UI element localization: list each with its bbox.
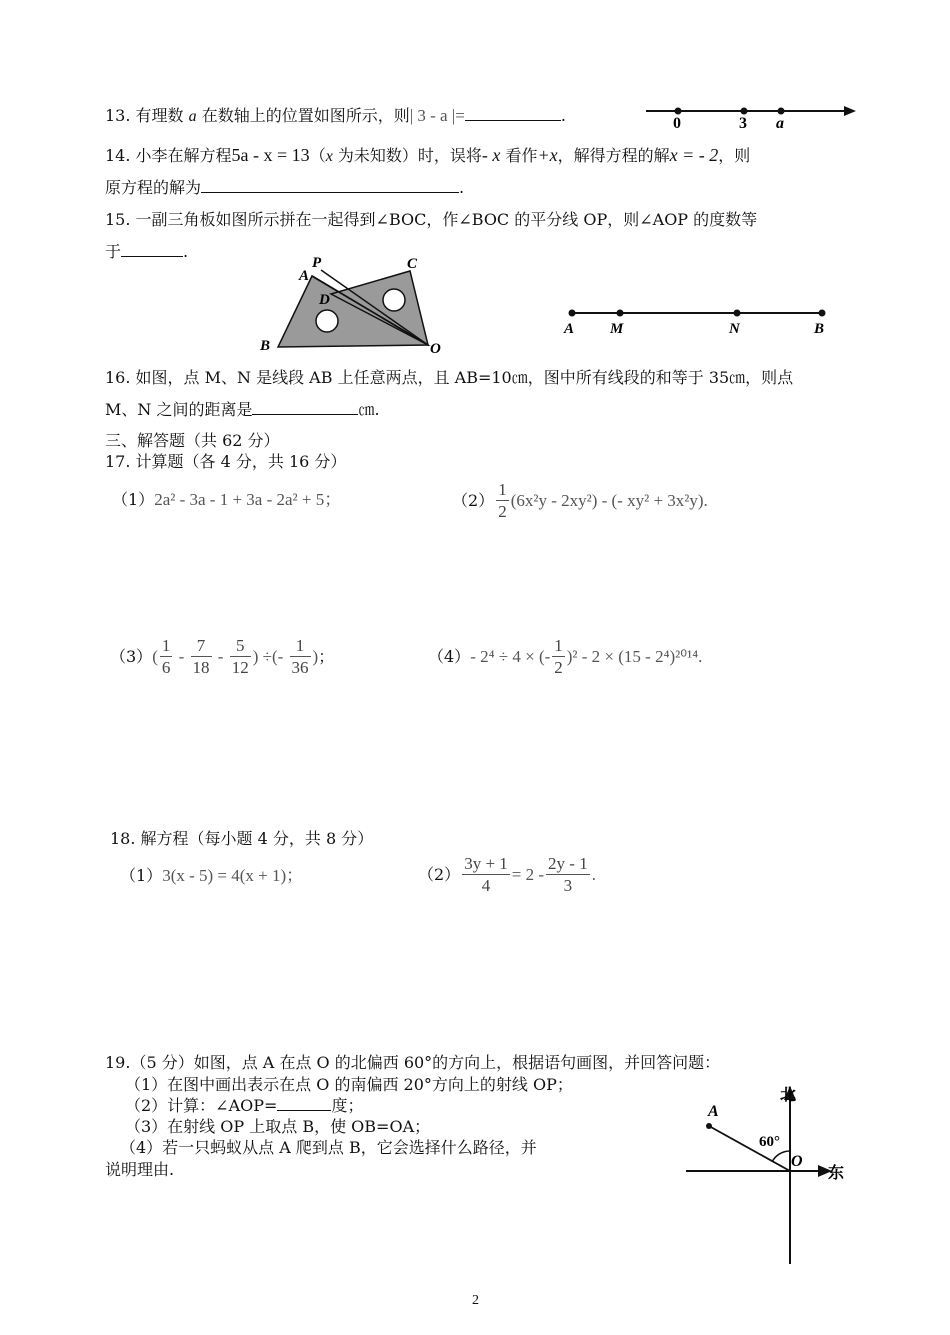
q19-step3: （3）在射线 OP 上取点 B，使 OB=OA； (125, 1117, 431, 1136)
frac-den: 12 (231, 658, 249, 677)
minus-sign: - (174, 647, 189, 666)
segment-label-n: N (729, 321, 740, 337)
q14-text-c: 为未知数）时，误将 (332, 146, 482, 165)
q16-text-line2: M、N 之间的距离是 (105, 400, 253, 419)
compass-angle-label: 60° (759, 1134, 780, 1150)
numberline-label-a: a (776, 115, 784, 132)
q15-triangle-figure (255, 250, 455, 360)
q17-p3-label: （3） (110, 647, 153, 666)
q13-answer-blank (465, 106, 561, 121)
q17-p2-label: （2） (452, 491, 495, 510)
frac-den: 18 (192, 658, 210, 677)
numberline-label-0: 0 (673, 115, 681, 132)
segment-label-b: B (814, 321, 825, 337)
q14-text-a: 14. 小李在解方程 (105, 146, 232, 165)
frac-den: 6 (161, 658, 171, 677)
q19-step2 (125, 1096, 363, 1116)
q14-neg-x: - x (481, 145, 501, 165)
q18-part1 (120, 866, 303, 886)
q18-p2-frac-a (462, 854, 510, 897)
q13-end: . (560, 106, 566, 125)
q18-title: 18. 解方程（每小题 4 分，共 8 分） (110, 829, 374, 848)
q14-end: . (459, 178, 465, 197)
fig15-label-a: A (299, 268, 310, 284)
frac-den: 3 (563, 876, 573, 895)
frac-num: 3y + 1 (464, 854, 508, 873)
q19-step1: （1）在图中画出表示在点 O 的南偏西 20°方向上的射线 OP； (125, 1075, 573, 1094)
q14-answer-blank (201, 178, 459, 193)
fig15-label-p: P (312, 255, 322, 271)
q15-text-line2: 于 (105, 242, 122, 261)
frac-num: 5 (230, 636, 251, 657)
q15-answer-blank (121, 242, 183, 257)
numberline-label-3: 3 (739, 115, 747, 132)
q18-p1-label: （1） (120, 866, 163, 885)
frac-num: 2y - 1 (548, 854, 588, 873)
q17-p2-fraction (496, 480, 509, 523)
compass-point-a-label: A (708, 1103, 719, 1120)
q18-p1-expression: 3(x - 5) = 4(x + 1)； (162, 866, 304, 885)
q17-p3-frac-1 (160, 636, 173, 679)
q14-var-x: x (325, 148, 333, 165)
q19-title: 19.（5 分）如图，点 A 在点 O 的北偏西 60°的方向上，根据语句画图，并回答问题： (105, 1053, 721, 1072)
fig15-label-o: O (430, 341, 441, 357)
q14-equation: 5a - x = 13 (231, 145, 310, 165)
q17-p2-expression: (6x²y - 2xy²) - (- xy² + 3x²y). (510, 491, 708, 510)
q17-p3-frac-4 (290, 636, 311, 679)
q19-step2-text-b: 度； (331, 1096, 364, 1115)
q17-p1-label: （1） (112, 490, 155, 509)
q17-part2 (452, 478, 708, 524)
q13-text (105, 106, 566, 127)
frac-num: 7 (191, 636, 212, 657)
q16-line2 (105, 400, 380, 420)
segment-label-a: A (564, 321, 575, 337)
q17-title: 17. 计算题（各 4 分，共 16 分） (105, 452, 347, 471)
open-paren: ( (152, 647, 158, 666)
q14-text-d: 看作 (500, 146, 538, 165)
q19-step4: （4）若一只蚂蚁从点 A 爬到点 B，它会选择什么路径，并 (120, 1138, 537, 1157)
q16-end: ㎝. (358, 400, 380, 419)
q13-text-a: 13. 有理数 (105, 106, 189, 125)
compass-north-label: 北 (780, 1085, 797, 1104)
q19-step2-text-a: （2）计算：∠AOP= (125, 1096, 278, 1115)
fig15-label-d: D (319, 292, 330, 308)
q17-p4-expression-a: - 2⁴ ÷ 4 × (- (470, 647, 551, 666)
q18-p2-middle: = 2 - (511, 865, 545, 884)
frac-num: 1 (498, 480, 507, 499)
q14-pos-x: +x (537, 145, 558, 165)
frac-den: 4 (481, 876, 491, 895)
q17-p1-expression: 2a² - 3a - 1 + 3a - 2a² + 5； (154, 490, 342, 509)
frac-den: 36 (291, 658, 309, 677)
q17-p3-frac-3 (230, 636, 251, 679)
q13-expr: | 3 - a |= (409, 106, 465, 125)
frac-num: 1 (161, 636, 171, 655)
q19-compass-figure (680, 1078, 855, 1268)
q14-text-b: （ (309, 146, 326, 165)
minus-sign: - (213, 647, 228, 666)
q14-text-line2: 原方程的解为 (105, 178, 202, 197)
frac-num: 1 (290, 636, 311, 657)
q18-p2-frac-b (546, 854, 590, 897)
q13-var-a: a (188, 108, 197, 125)
q18-part2 (418, 852, 596, 898)
q14-text-f: ，则 (718, 146, 751, 165)
q14-line1 (105, 145, 750, 167)
q16-answer-blank (252, 400, 358, 415)
q18-p2-label: （2） (418, 865, 461, 884)
q17-part4 (428, 634, 702, 680)
compass-east-label: 东 (828, 1163, 845, 1182)
q17-part3 (110, 634, 334, 680)
q17-p4-fraction (552, 636, 565, 679)
q19-step4-cont: 说明理由. (105, 1160, 175, 1179)
q14-line2 (105, 178, 464, 198)
q13-number-line (640, 98, 860, 132)
fig15-label-b: B (260, 338, 271, 354)
q15-end: . (183, 242, 189, 261)
q14-solution: x = - 2 (669, 145, 719, 165)
divide-sign: ) ÷(- (252, 647, 288, 666)
q13-text-b: 在数轴上的位置如图所示，则 (196, 106, 410, 125)
q15-line2 (105, 242, 188, 262)
q16-line1: 16. 如图，点 M、N 是线段 AB 上任意两点，且 AB=10㎝，图中所有线段的和等于 35㎝，则点 (105, 368, 794, 387)
compass-origin-label: O (791, 1153, 803, 1170)
q17-p4-expression-b: )² - 2 × (15 - 2⁴)²⁰¹⁴. (566, 647, 703, 666)
q15-line1: 15. 一副三角板如图所示拼在一起得到∠BOC，作∠BOC 的平分线 OP，则∠AOP 的度数等 (105, 210, 758, 229)
q19-answer-blank (277, 1096, 331, 1111)
q17-p3-frac-2 (191, 636, 212, 679)
q17-p4-label: （4） (428, 647, 471, 666)
segment-amnb-figure (555, 300, 840, 340)
frac-den: 2 (498, 502, 507, 521)
q18-p2-end: . (591, 865, 596, 884)
frac-den: 2 (554, 658, 563, 677)
segment-label-m: M (610, 321, 624, 337)
page-number: 2 (472, 1293, 479, 1308)
section-3-heading: 三、解答题（共 62 分） (105, 431, 280, 450)
q14-text-e: ，解得方程的解 (557, 146, 670, 165)
frac-num: 1 (554, 636, 563, 655)
q17-part1 (112, 490, 341, 510)
close-paren: ) (312, 647, 319, 666)
q17-p3-end: ； (318, 647, 335, 666)
fig15-label-c: C (407, 256, 418, 272)
